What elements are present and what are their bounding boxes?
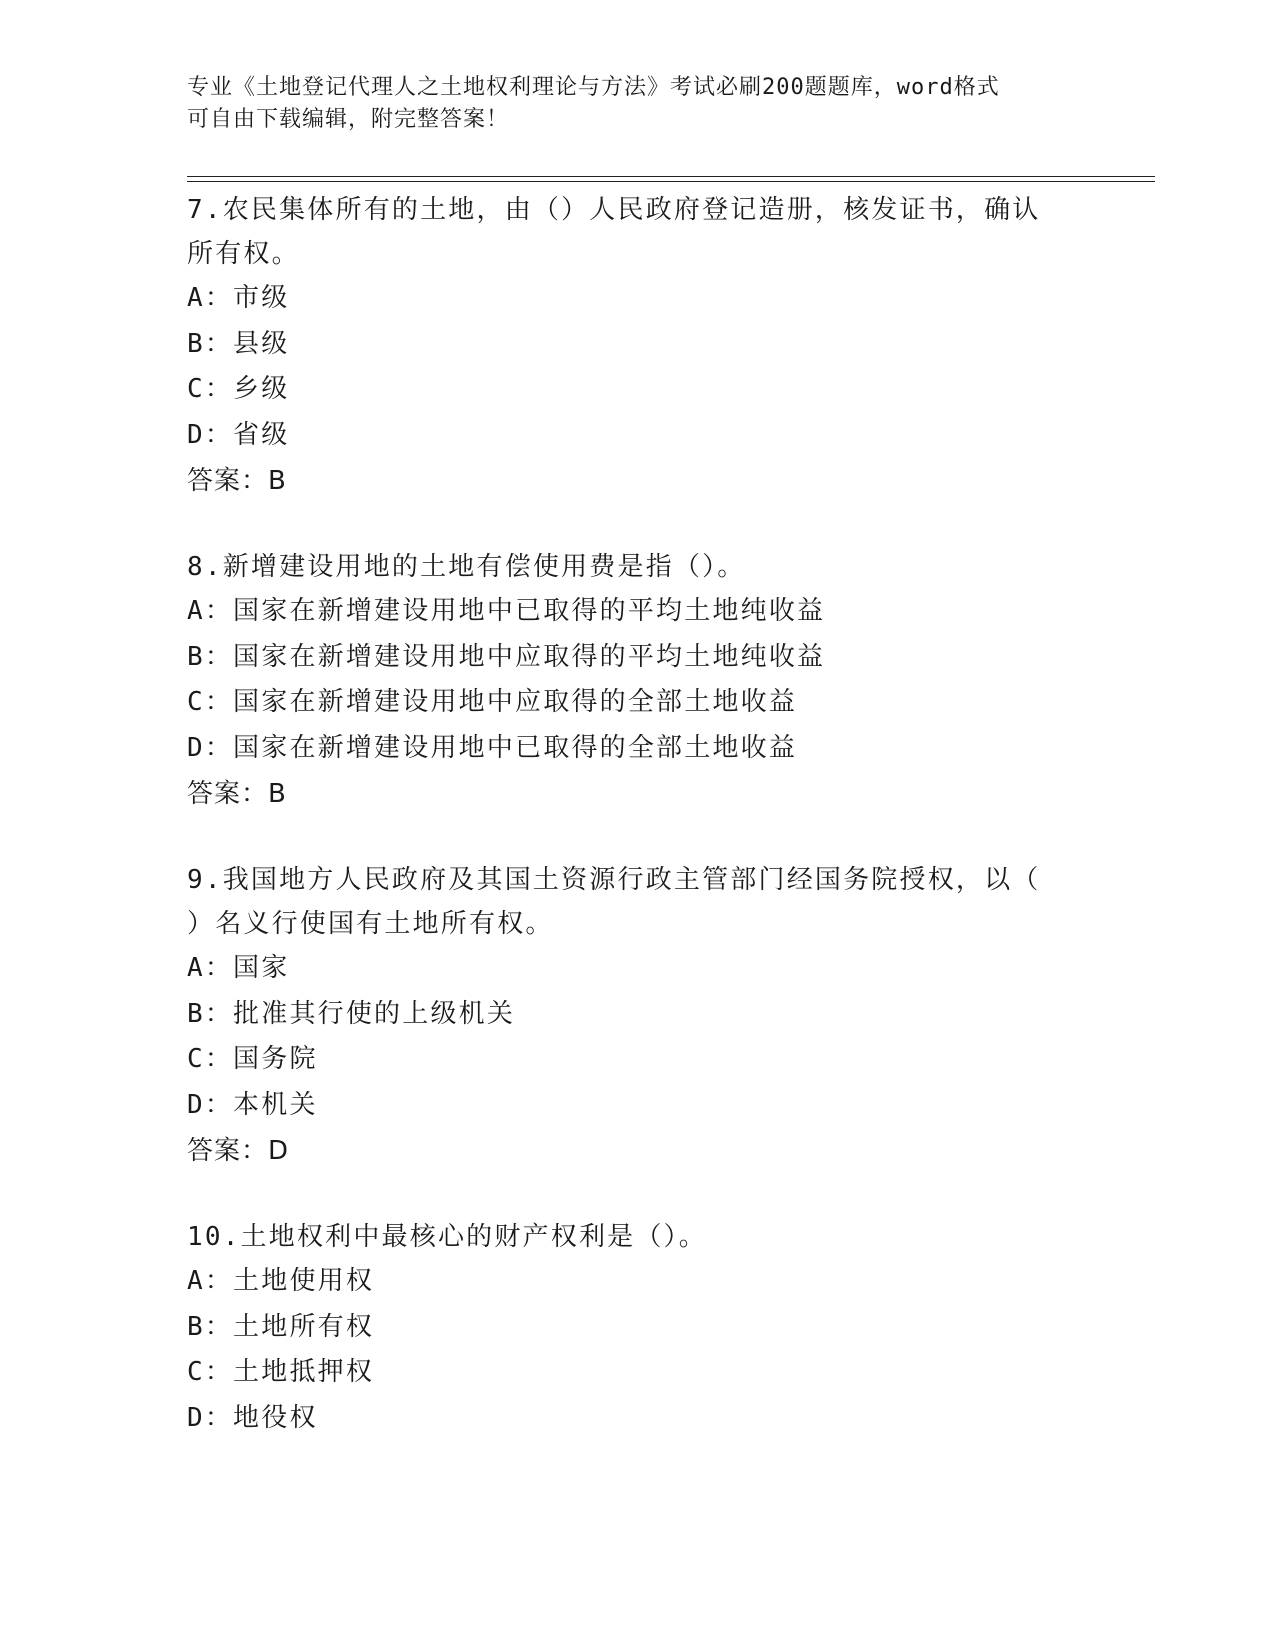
option-a: A：市级 — [187, 283, 290, 313]
answer-key: 答案：B — [187, 466, 287, 496]
option-a: A：土地使用权 — [187, 1266, 375, 1296]
spacer — [187, 1174, 1087, 1215]
option-c: C：土地抵押权 — [187, 1357, 375, 1387]
spacer — [187, 817, 1087, 858]
question-stem — [187, 1215, 1087, 1259]
option-b: B：批准其行使的上级机关 — [187, 998, 516, 1029]
option-a: A：国家 — [187, 953, 290, 983]
answer-key: 答案：B — [187, 779, 287, 809]
question-stem-line: ）名义行使国有土地所有权。 — [187, 909, 554, 939]
header-divider-bottom — [187, 181, 1155, 182]
option-b: B：土地所有权 — [187, 1311, 375, 1342]
question-10 — [187, 1215, 1087, 1441]
question-stem-line: 9.我国地方人民政府及其国土资源行政主管部门经国务院授权，以（ — [187, 865, 1041, 895]
option-b: B：国家在新增建设用地中应取得的平均土地纯收益 — [187, 641, 826, 672]
header-line-2: 可自由下载编辑，附完整答案！ — [187, 107, 510, 132]
option-d: D：省级 — [187, 419, 290, 450]
question-stem — [187, 188, 1087, 276]
question-stem-line: 10.土地权利中最核心的财产权利是（）。 — [187, 1222, 707, 1252]
question-8 — [187, 545, 1087, 817]
question-list — [187, 188, 1087, 1441]
question-stem — [187, 858, 1087, 946]
option-c: C：国务院 — [187, 1044, 318, 1074]
question-stem-line: 所有权。 — [187, 239, 300, 269]
document-header — [187, 72, 1067, 136]
option-c: C：国家在新增建设用地中应取得的全部土地收益 — [187, 687, 798, 717]
spacer — [187, 504, 1087, 545]
question-stem-line: 7.农民集体所有的土地，由（）人民政府登记造册，核发证书，确认 — [187, 195, 1041, 225]
option-d: D：本机关 — [187, 1089, 318, 1120]
option-c: C：乡级 — [187, 374, 290, 404]
option-b: B：县级 — [187, 328, 290, 359]
question-7 — [187, 188, 1087, 504]
option-d: D：地役权 — [187, 1402, 318, 1433]
option-d: D：国家在新增建设用地中已取得的全部土地收益 — [187, 732, 798, 763]
question-stem — [187, 545, 1087, 589]
header-divider-top — [187, 176, 1155, 177]
question-stem-line: 8.新增建设用地的土地有偿使用费是指（）。 — [187, 552, 746, 582]
question-9 — [187, 858, 1087, 1174]
answer-key: 答案：D — [187, 1136, 290, 1166]
header-line-1: 专业《土地登记代理人之土地权利理论与方法》考试必刷200题题库，word格式 — [187, 75, 1000, 100]
option-a: A：国家在新增建设用地中已取得的平均土地纯收益 — [187, 596, 826, 626]
